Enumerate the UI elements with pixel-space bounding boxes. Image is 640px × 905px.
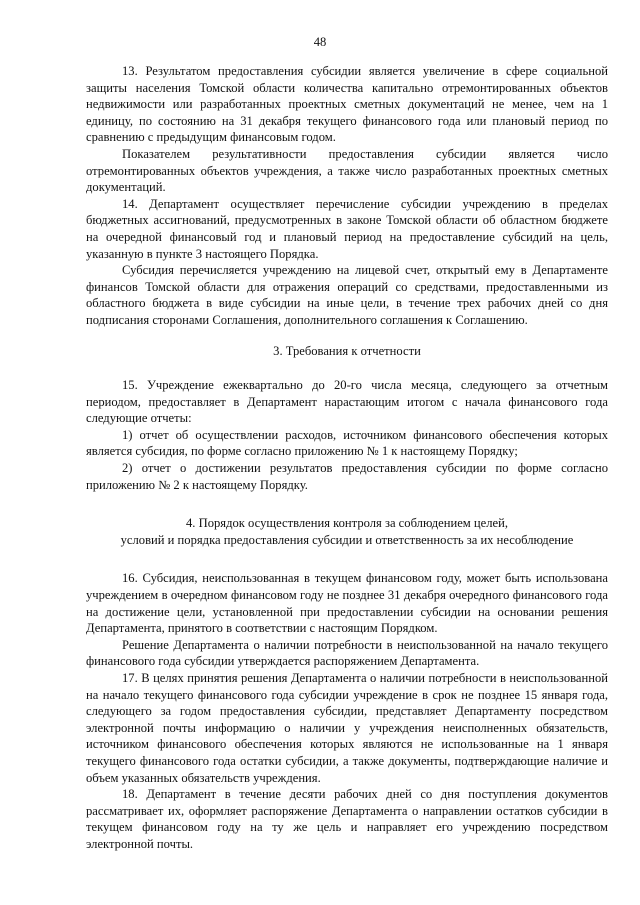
- spacer: [86, 329, 608, 343]
- paragraph-14: 14. Департамент осуществляет перечисление субсидии учреждению в пределах бюджетных ассигнований, предусмотренных в законе Томской области об областном бюджете на очередной финансовый год и плановый период на предоставление субсидий на цель, указанную в пункте 3 настоящего Порядка.: [86, 196, 608, 261]
- document-body: [86, 63, 608, 853]
- section-heading-control-line2: условий и порядка предоставления субсидии и ответственность за их несоблюдение: [120, 532, 574, 547]
- paragraph-15-item-2: 2) отчет о достижении результатов предоставления субсидии по форме согласно приложению № 2 к настоящему Порядку.: [86, 461, 608, 492]
- paragraph-14-transfer: Субсидия перечисляется учреждению на лицевой счет, открытый ему в Департаменте финансов Томской области для отражения операций со средствами, предоставленными из областного бюджета в виде субсидии на иные цели, в течение трех рабочих дней со дня подписания сторонами Соглашения, дополнительного соглашения к Соглашению.: [86, 263, 608, 327]
- page-number: 48: [313, 35, 327, 49]
- paragraph-13: 13. Результатом предоставления субсидии является увеличение в сфере социальной защиты населения Томской области количества капитально отремонтированных объектов недвижимости или разработанных проектных сметных документаций не менее, чем на 1 единицу, по состоянию на 31 декабря текущего финансового года или плановый период по сравнению с предыдущим финансовым годом.: [86, 64, 608, 145]
- section-heading-reporting: 3. Требования к отчетности: [273, 343, 421, 358]
- section-heading-control-line1: 4. Порядок осуществления контроля за соблюдением целей,: [186, 516, 508, 531]
- paragraph-18: 18. Департамент в течение десяти рабочих дней со дня поступления документов рассматривает их, оформляет распоряжение Департамента о направлении остатков субсидии в текущем финансовом году на ту же цель и направляет его учреждению посредством электронной почты.: [86, 787, 608, 851]
- spacer: [86, 548, 608, 570]
- spacer: [86, 493, 608, 515]
- paragraph-15: 15. Учреждение ежеквартально до 20-го числа месяца, следующего за отчетным периодом, предоставляет в Департамент нарастающим итогом с начала финансового года следующие отчеты:: [86, 378, 608, 426]
- paragraph-15-item-1: 1) отчет об осуществлении расходов, источником финансового обеспечения которых является субсидия, по форме согласно приложению № 1 к настоящему Порядку;: [86, 427, 608, 459]
- paragraph-13-indicator: Показателем результативности предоставления субсидии является число отремонтированных объектов учреждения, а также число разработанных проектных сметных документаций.: [86, 146, 608, 195]
- paragraph-16: 16. Субсидия, неиспользованная в текущем финансовом году, может быть использована учреждением в очередном финансовом году не позднее 31 декабря очередного финансового года на достижение цели, установленной при предоставлении субсидии на основании решения Департамента, принятого в соответствии с настоящим Порядком.: [86, 571, 608, 636]
- paragraph-16-decision: Решение Департамента о наличии потребности в неиспользованной на начало текущего финансового года субсидии утверждается распоряжением Департамента.: [86, 637, 608, 669]
- spacer: [86, 359, 608, 377]
- paragraph-17: 17. В целях принятия решения Департамента о наличии потребности в неиспользованной на начало текущего финансового года субсидии учреждение в срок не позднее 15 января года, следующего за годом предоставления субсидии, представляет Департаменту посредством электронной почты информацию о наличии у учреждения неисполненных обязательств, источником финансового обеспечения которых являются не использованные на 1 января текущего финансового года остатки субсидии, а также документы, подтверждающие наличие и объем указанных обязательств учреждения.: [86, 671, 608, 785]
